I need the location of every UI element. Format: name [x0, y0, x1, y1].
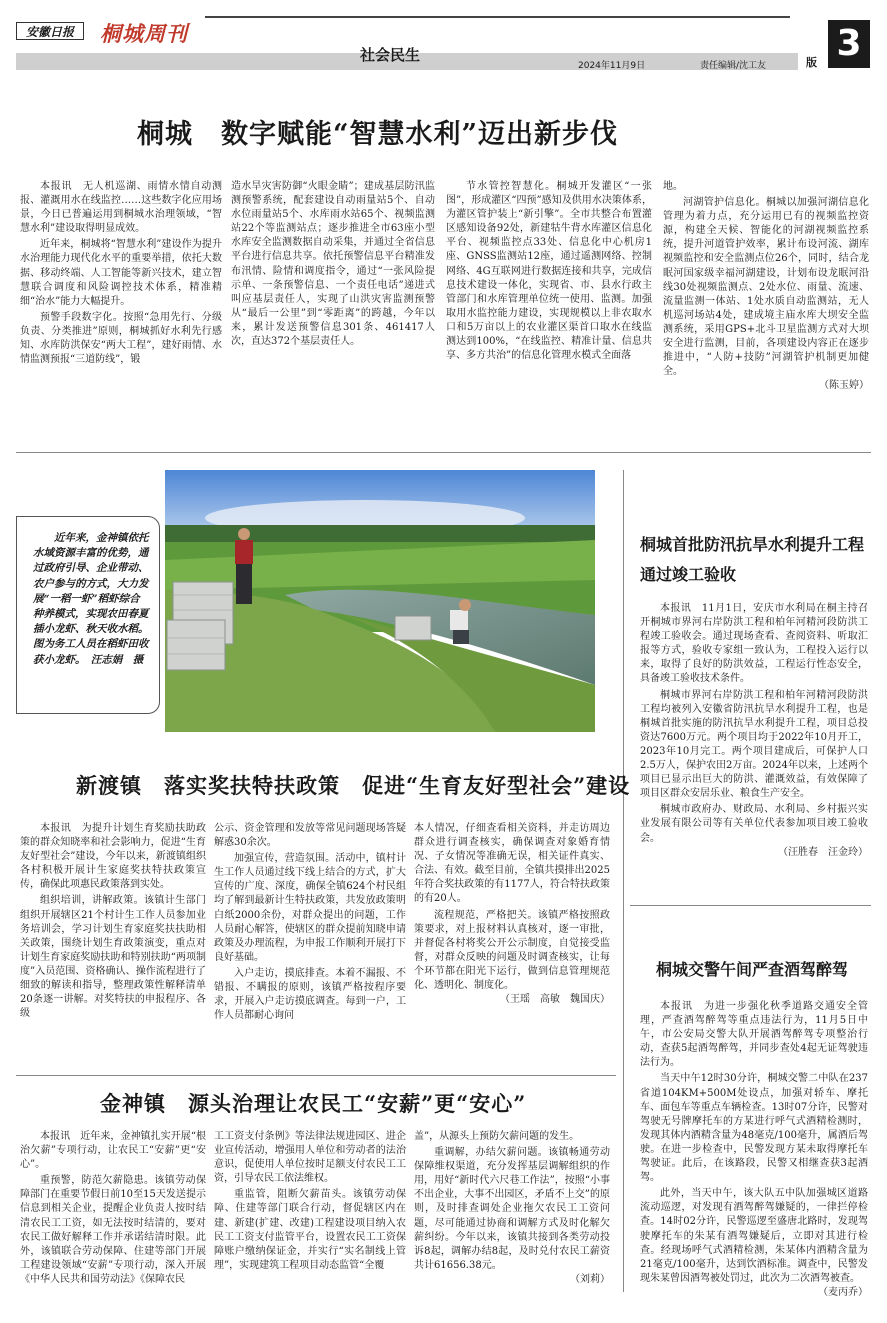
article1-col2 [231, 180, 435, 349]
article1-col1-p2: 近年来，桐城将“智慧水利”建设作为提升水治理能力现代化水平的重要举措，依托大数据、移动终端、人工智能等新兴技术，建立智慧联合调度和风险调控技术体系，精准精细“治水”能力大幅提升。 [20, 239, 222, 307]
article3-col3-p2: 重调解，办结欠薪问题。该镇畅通劳动保障维权渠道，充分发挥基层调解组织的作用，用好“新时代六尺巷工作法”，按照“小事不出企业，大事不出园区，矛盾不上交”的原则，及时排查调处企业拖欠农民工工资问题，尽可能通过协商和调解方式及时化解欠薪纠纷。今年以来，该镇共接到各类劳动投诉8起，调解办结8起，及时兑付农民工薪资共计61656.38元。 [414, 1147, 610, 1271]
article2-col3-p2: 流程规范，严格把关。该镇严格按照政策要求，对上报材料认真核对，逐一审批，并督促各村将奖公开公示制度，自觉接受监督，对群众反映的问题及时调查核实，让每个环节都在阳光下运行，做到信息管理规范化、透明化、制度化。 [414, 909, 610, 992]
rice-shrimp-field-photo [165, 470, 595, 732]
article2-signature: （王瑶 高敏 魏国庆） [500, 994, 610, 1006]
article1-col2-p1: 造水旱灾害防御“火眼金睛”；建成基层防汛监测预警系统，配套建设自动雨量站5个、自动水位雨量站5个、水库雨水站65个、视频监测站22个等监测站点；逐步推进全市63座小型水库安全监测数据自动采集，并通过全省信息平台进行信息共享。依托预警信息平台精准发布汛情、险情和调度指令，通过“一张风险提示单、一条预警信息、一个责任电话”递进式叫应基层责任人，实现了山洪灾害监测预警从“最后一公里”到“零距离”的跨越，今年以来，累计发送预警信息301条、461417人次，直达372个基层责任人。 [231, 181, 435, 348]
article4-p1: 本报讯 11月1日，安庆市水利局在桐主持召开桐城市界河右岸防洪工程和柏年河精河段防洪工程竣工验收会。通过现场查看、查阅资料、听取汇报等方式，验收专家组一致认为，工程投入运行以来，取得了良好的防洪效益，工程运行性态安全，具备竣工验收技术条件。 [640, 603, 868, 685]
article1-col3-p1: 节水管控智慧化。桐城开发灌区“一张图”，形成灌区“四预”感知及供用水决策体系，为灌区管护装上“新引擎”。全市共整合布置灌区感知设备92处，新建牯牛背水库灌区信息化平台、视频监控点33处、信息化中心机房1座、GNSS监测站12座，通过遥测网络、控制网络、4G互联网进行数据连接和共享，完成信息技术建设一体化，实现省、市、县水行政主管部门和水库管理单位统一使用、监测。加强取用水监控能力建设，实现规模以上非农取水口和5万亩以上的农业灌区渠首口取水在线监测达到100%，“在线监控、精准计量、信息共享、多方共治”的信息化管理水模式全面落 [446, 181, 652, 362]
article3-headline: 金神镇 源头治理让农民工“安薪”更“安心” [100, 1091, 527, 1116]
masthead-logo-secondary: 桐城周刊 [100, 21, 188, 46]
article1-col4-p2: 河湖管护信息化。桐城以加强河湖信息化管理为着力点，充分运用已有的视频监控资源，构建全天候、智能化的河湖视频监控系统，提升河道管护效率，累计布设河流、湖库视频监控和安全监测点位26个，同时，结合龙眠河国家级幸福河湖建设，计划布设龙眠河沿线30处视频监测点、2处水位、雨量、流速、流量监测一体站、1处水质自动监测站，无人机巡河场站4处，建成境主庙水库大坝安全监测系统，采用GPS+北斗卫星监测方式对大坝安全进行监测，目前，各项建设内容正在逐步推进中，“人防+技防”河湖管护机制更加健全。 [663, 197, 869, 378]
article3-col3 [414, 1130, 610, 1287]
article2-col1 [20, 822, 206, 1021]
photo-caption-box [16, 516, 160, 714]
article2-col2-p2: 加强宣传，营造氛围。活动中，镇村计生工作人员通过线下线上结合的方式，扩大宣传的广度、深度，确保全镇624个村民组均了解到最新计生特扶政策，共发放政策明白纸2000余份，对群众提出的问题，工作人员耐心解答，使辖区的群众提前知晓申请政策及办理流程，为申报工作顺利开展打下良好基础。 [214, 853, 406, 963]
article3-col2-p1: 工工资支付条例》等法律法规进园区、进企业宣传活动，增强用人单位和劳动者的法治意识，促使用人单位按时足额支付农民工工资，引导农民工依法维权。 [214, 1131, 406, 1185]
article1-col4-p1: 地。 [663, 181, 683, 192]
editor-credit: 责任编辑/沈工友 [700, 61, 767, 71]
article3-col2 [214, 1130, 406, 1273]
article2-col3-p1: 本人情况，仔细查看相关资料，并走访周边群众进行调查核实，确保调查对象婚育情况、子女情况等准确无误，相关证件真实、合法、有效。截至目前，全镇共摸排出2025年符合奖扶政策的有1177人，符合特扶政策的有20人。 [414, 823, 610, 905]
article2-col1-p2: 组织培训，讲解政策。该镇计生部门组织开展辖区21个村计生工作人员参加业务培训会，学习计划生育家庭奖扶扶助相关政策，围绕计划生育政策演变，重点对计划生育家庭奖励扶助和特别扶助“两项制度”入员范围、资格确认、操作流程进行了细致的解读和指导，整理政策性解释清单20条逐一讲解。对奖特扶的申报程序、各级 [20, 895, 206, 1020]
article4-headline-line2: 通过竣工验收 [640, 565, 737, 584]
article3-col2-p2: 重监管，阻断欠薪苗头。该镇劳动保障、住建等部门联合行动，督促辖区内在建、新建(扩建、改建)工程建设项目纳入农民工工资支付监管平台，设置农民工工资保障账户缴纳保证金，并实行“实名制线上管理”，实现建筑工程项目动态监管“全覆 [214, 1189, 406, 1271]
article5-p2: 当天中午12时30分许，桐城交警二中队在237省道104KM+500M处设点，加强对轿车、摩托车、面包车等重点车辆检查。13时07分许，民警对驾驶无号牌摩托车的方某进行呼气式酒精检测时，发现其体内酒精含量为48毫克/100毫升，属酒后驾驶。在进一步检查中，民警发现方某未取得摩托车驾驶证。此后，在该路段，民警又相继查获3起酒驾。 [640, 1073, 868, 1184]
article1-headline: 桐城 数字赋能“智慧水利”迈出新步伐 [137, 119, 619, 150]
article5-signature: （麦丙乔） [818, 1286, 868, 1298]
divider-right-column [623, 470, 624, 1292]
divider-article4 [630, 905, 871, 906]
page-number: 3 [828, 20, 870, 68]
article5-p1: 本报讯 为进一步强化秋季道路交通安全管理，严查酒驾醉驾等重点违法行为，11月5日中午，市公安局交警大队开展酒驾醉驾专项整治行动，查获5起酒驾醉驾，并同步查处4起无证驾驶违法行为。 [640, 1001, 868, 1069]
article1-col1-p3: 预警手段数字化。按照“急用先行、分级负责、分类推进”原则，桐城抓好水利先行感知、水库防洪保安“两大工程”，建好雨情、水情监测预报“三道防线”，锻 [20, 311, 222, 366]
article2-col1-p1: 本报讯 为提升计划生育奖励扶助政策的群众知晓率和社会影响力，促进“生育友好型社会”建设，今年以来，新渡镇组织各村积极开展计生家庭奖扶特扶政策宣传，确保此项惠民政策落到实处。 [20, 823, 206, 891]
article5-body [640, 1000, 868, 1300]
article2-col2 [214, 822, 406, 1023]
article4-p2: 桐城市界河右岸防洪工程和柏年河精河段防洪工程均被列入安徽省防汛抗旱水利提升工程，也是桐城首批实施的防汛抗旱水利提升工程，项目总投资达7600万元。两个项目均于2022年10月开工，2023年10月完工。两个项目建成后，可保护人口2.5万人，保护农田2万亩。2024年以来，上述两个项目已显示出巨大的防洪、灌溉效益，有效保障了项目区群众安居乐业、粮食生产安全。 [640, 689, 868, 800]
article5-headline: 桐城交警午间严查酒驾醉驾 [656, 960, 849, 979]
page-suffix: 版 [806, 56, 817, 69]
article1-col1-p1: 本报讯 无人机巡湖、雨情水情自动测报、灌溉用水在线监控……这些数字化应用场景，今日已普遍运用到桐城水治理领域，“智慧水利”建设取得明显成效。 [20, 181, 222, 235]
article1-col4 [663, 180, 869, 393]
article3-col1 [20, 1130, 206, 1287]
article2-headline: 新渡镇 落实奖扶特扶政策 促进“生育友好型社会”建设 [76, 773, 631, 798]
article1-col3 [446, 180, 652, 363]
article2-col2-p1: 公示、资金管理和发放等常见问题现场答疑解惑30余次。 [214, 823, 406, 849]
article1-col1 [20, 180, 222, 367]
article3-signature: （刘莉） [570, 1273, 610, 1285]
article3-col1-p2: 重预警，防范欠薪隐患。该镇劳动保障部门在重要节假日前10至15天发送提示信息到相关企业，提醒企业负责人按时结清农民工工资，如无法按时结清的，要对农民工做好解释工作并承诺结清时限。此外，该镇联合劳动保障、住建等部门开展工程建设领域“安薪”专项行动，深入开展《中华人民共和国劳动法》《保障农民 [20, 1175, 206, 1285]
article3-col3-p1: 盖”，从源头上预防欠薪问题的发生。 [414, 1131, 580, 1142]
photo-illustration [165, 470, 595, 732]
article3-col1-p1: 本报讯 近年来，金神镇扎实开展“根治欠薪”专项行动，让农民工“安薪”更“安心”。 [20, 1131, 206, 1171]
article4-headline-line1: 桐城首批防汛抗旱水利提升工程 [640, 535, 865, 554]
article1-signature: （陈玉婷） [819, 380, 869, 392]
issue-date: 2024年11月9日 [578, 61, 646, 71]
article2-col3 [414, 822, 610, 1007]
article4-signature: （汪胜春 汪金玲） [778, 846, 868, 858]
section-title: 社会民生 [360, 46, 421, 64]
masthead-rule [205, 16, 790, 18]
photo-caption: 近年来，金神镇依托水域资源丰富的优势，通过政府引导、企业带动、农户参与的方式，大力发展“一稻一虾”稻虾综合种养模式，实现农田春夏插小龙虾、秋天收水稻。图为务工人员在稻虾田收获小龙虾。 汪志娟 摄 [33, 532, 149, 666]
article4-body [640, 602, 868, 860]
article4-headline [640, 530, 864, 590]
divider-article2 [16, 1075, 616, 1076]
masthead-logo-primary: 安徽日报 [16, 22, 84, 40]
article2-col2-p3: 入户走访，摸底排查。本着不漏报、不错报、不瞒报的原则，该镇严格按程序要求，开展入户走访摸底调查。每到一户，工作人员都耐心询问 [214, 967, 406, 1022]
divider-article1 [16, 452, 871, 453]
article4-p3: 桐城市政府办、财政局、水利局、乡村振兴实业发展有限公司等有关单位代表参加项目竣工验收会。 [640, 804, 868, 844]
article5-p3: 此外，当天中午，该大队五中队加强城区道路流动巡逻，对发现有酒驾醉驾嫌疑的，一律拦停检查。14时02分许，民警巡逻至盛唐北路时，发现驾驶摩托车的朱某有酒驾嫌疑后，立即对其进行检查。经现场呼气式酒精检测，朱某体内酒精含量为21毫克/100毫升，达到饮酒标准。调查中，民警发现朱某曾因酒驾被处罚过，此次为二次酒驾被查。 [640, 1188, 868, 1284]
